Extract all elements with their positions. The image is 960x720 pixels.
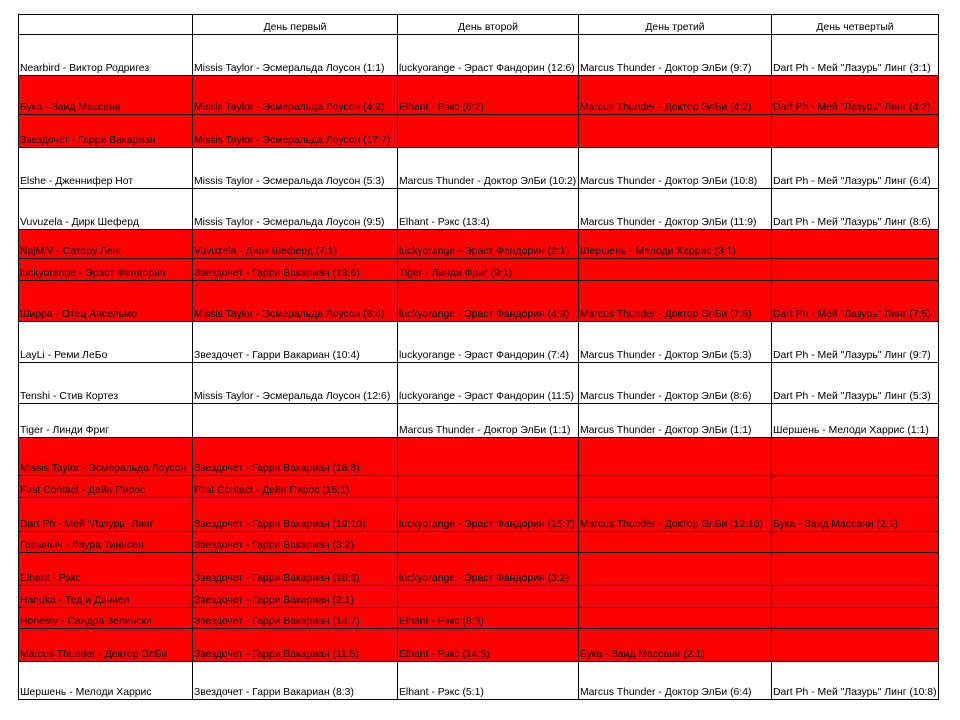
match-cell: Звездочет - Гарри Вакариан (14:7) (193, 608, 398, 629)
table-row (19, 586, 939, 608)
player-name-cell: Vuvuzela - Дирк Шеферд (19, 189, 193, 230)
table-row (19, 230, 939, 259)
match-cell (579, 553, 772, 586)
player-name-cell: Шершень - Мелоди Харрис (19, 662, 193, 700)
match-cell (772, 230, 939, 259)
player-name-cell: First Contact - Дейн Пирос (19, 476, 193, 498)
match-cell: Elhant - Рэкс (5:1) (398, 662, 579, 700)
match-cell: Звездочет - Гарри Вакариан (19:10) (193, 498, 398, 532)
match-cell (772, 476, 939, 498)
match-cell (772, 438, 939, 476)
match-cell: Шершень - Мелоди Харрис (3:1) (579, 230, 772, 259)
match-cell (579, 476, 772, 498)
table-row (19, 476, 939, 498)
match-cell: luckyorange - Эраст Фандорин (4:3) (398, 281, 579, 322)
match-cell: luckyorange - Эраст Фандорин (11:5) (398, 363, 579, 404)
match-cell (398, 438, 579, 476)
player-name-cell: luckyorange - Эраст Фандорин (19, 259, 193, 281)
header-row (19, 15, 939, 35)
match-cell: Marcus Thunder - Доктор ЭлБи (10:2) (398, 148, 579, 189)
table-row (19, 76, 939, 115)
match-cell (579, 115, 772, 148)
match-cell: Marcus Thunder - Доктор ЭлБи (5:3) (579, 322, 772, 363)
player-name-cell: Горыныч - Лаура Тиннсен (19, 532, 193, 553)
table-row (19, 553, 939, 586)
player-name-cell: Elhant - Рэкс (19, 553, 193, 586)
header-day-cell: День первый (193, 15, 398, 35)
header-day-cell: День третий (579, 15, 772, 35)
match-cell (772, 608, 939, 629)
player-name-cell: Honesty - Сандра Зелински (19, 608, 193, 629)
match-cell: Elhant - Рэкс (14:5) (398, 629, 579, 662)
table-row (19, 148, 939, 189)
player-name-cell: Бука - Заид Массани (19, 76, 193, 115)
match-cell: Marcus Thunder - Доктор ЭлБи (11:9) (579, 189, 772, 230)
match-cell (398, 115, 579, 148)
match-cell: Tiger - Линди Фриг (9:1) (398, 259, 579, 281)
match-cell: luckyorange - Эраст Фандорин (15:7) (398, 498, 579, 532)
match-cell (772, 553, 939, 586)
match-cell: Звездочет - Гарри Вакариан (2:1) (193, 586, 398, 608)
match-cell: Dart Ph - Мей "Лазурь" Линг (4:2) (772, 76, 939, 115)
table-row (19, 608, 939, 629)
table-row (19, 629, 939, 662)
match-cell: Missis Taylor - Эсмеральда Лоусон (4:2) (193, 76, 398, 115)
match-cell: Marcus Thunder - Доктор ЭлБи (9:7) (579, 35, 772, 76)
match-cell: Бука - Заид Массани (2:1) (772, 498, 939, 532)
match-cell: Marcus Thunder - Доктор ЭлБи (4:2) (579, 76, 772, 115)
match-cell: Missis Taylor - Эсмеральда Лоусон (5:3) (193, 148, 398, 189)
match-cell: Marcus Thunder - Доктор ЭлБи (8:6) (579, 363, 772, 404)
match-cell: Marcus Thunder - Доктор ЭлБи (6:4) (579, 662, 772, 700)
match-cell: Missis Taylor - Эсмеральда Лоусон (6:4) (193, 281, 398, 322)
table-row (19, 363, 939, 404)
table-row (19, 189, 939, 230)
match-cell: Missis Taylor - Эсмеральда Лоусон (17:7) (193, 115, 398, 148)
match-cell (398, 586, 579, 608)
player-name-cell: Hanuka - Тед и Дэниел (19, 586, 193, 608)
match-cell (579, 438, 772, 476)
match-cell: First Contact - Дейн Пирос (15:1) (193, 476, 398, 498)
schedule-table (18, 14, 939, 700)
match-cell: luckyorange - Эраст Фандорин (7:4) (398, 322, 579, 363)
match-cell: Бука - Заид Массани (2:1) (579, 629, 772, 662)
player-name-cell: Звездочет - Гарри Вакариан (19, 115, 193, 148)
match-cell: Звездочет - Гарри Вакариан (11:5) (193, 629, 398, 662)
player-name-cell: LayLi - Реми ЛеБо (19, 322, 193, 363)
match-cell (579, 608, 772, 629)
match-cell (579, 586, 772, 608)
match-cell: Dart Ph - Мей "Лазурь" Линг (6:4) (772, 148, 939, 189)
match-cell: luckyorange - Эраст Фандорин (12:6) (398, 35, 579, 76)
match-cell: Звездочет - Гарри Вакариан (18:8) (193, 553, 398, 586)
match-cell: Marcus Thunder - Доктор ЭлБи (1:1) (398, 404, 579, 438)
match-cell (579, 532, 772, 553)
match-cell (398, 476, 579, 498)
player-name-cell: Elshe - Дженнифер Нот (19, 148, 193, 189)
match-cell (772, 115, 939, 148)
player-name-cell: Tenshi - Стив Кортез (19, 363, 193, 404)
match-cell: Vuvuzela - Дирк Шеферд (7:1) (193, 230, 398, 259)
player-name-cell: Tiger - Линди Фриг (19, 404, 193, 438)
table-row (19, 322, 939, 363)
match-cell: Missis Taylor - Эсмеральда Лоусон (12:6) (193, 363, 398, 404)
match-cell (193, 404, 398, 438)
match-cell (579, 259, 772, 281)
table-row (19, 259, 939, 281)
match-cell: Missis Taylor - Эсмеральда Лоусон (9:5) (193, 189, 398, 230)
match-cell: Marcus Thunder - Доктор ЭлБи (10:8) (579, 148, 772, 189)
table-row (19, 404, 939, 438)
match-cell: luckyorange - Эраст Фандорин (3:2) (398, 553, 579, 586)
match-cell: Elhant - Рэкс (13:4) (398, 189, 579, 230)
match-cell: Dart Ph - Мей "Лазурь" Линг (5:3) (772, 363, 939, 404)
table-row (19, 35, 939, 76)
player-name-cell: Marcus Thunder - Доктор ЭлБи (19, 629, 193, 662)
match-cell (398, 532, 579, 553)
match-cell: Marcus Thunder - Доктор ЭлБи (12:10) (579, 498, 772, 532)
match-cell: Dart Ph - Мей "Лазурь" Линг (8:6) (772, 189, 939, 230)
match-cell: Звездочет - Гарри Вакариан (13:6) (193, 259, 398, 281)
match-cell (772, 259, 939, 281)
player-name-cell: Ширра - Отец Анcельмо (19, 281, 193, 322)
table-row (19, 281, 939, 322)
table-row (19, 438, 939, 476)
match-cell: Звездочет - Гарри Вакариан (8:3) (193, 662, 398, 700)
player-name-cell: Nearbird - Виктор Родригез (19, 35, 193, 76)
table-row (19, 532, 939, 553)
table-row (19, 498, 939, 532)
schedule-body (19, 15, 939, 700)
match-cell: Dart Ph - Мей "Лазурь" Линг (9:7) (772, 322, 939, 363)
match-cell: Звездочет - Гарри Вакариан (16:8) (193, 438, 398, 476)
player-name-cell: Dart Ph - Мей "Лазурь" Линг (19, 498, 193, 532)
match-cell: Marcus Thunder - Доктор ЭлБи (7:5) (579, 281, 772, 322)
match-cell: Elhant - Рэкс (8:3) (398, 608, 579, 629)
match-cell (772, 532, 939, 553)
match-cell: Missis Taylor - Эсмеральда Лоусон (1:1) (193, 35, 398, 76)
match-cell: Elhant - Рэкс (6:2) (398, 76, 579, 115)
match-cell: Dart Ph - Мей "Лазурь" Линг (10:8) (772, 662, 939, 700)
match-cell: Marcus Thunder - Доктор ЭлБи (1:1) (579, 404, 772, 438)
match-cell (772, 586, 939, 608)
match-cell: Шершень - Мелоди Харрис (1:1) (772, 404, 939, 438)
match-cell: Звездочет - Гарри Вакариан (10:4) (193, 322, 398, 363)
match-cell: Dart Ph - Мей "Лазурь" Линг (7:5) (772, 281, 939, 322)
player-name-cell: NajMiV - Сатору Ленг (19, 230, 193, 259)
player-name-cell: Missis Taylor - Эсмеральда Лоусон (19, 438, 193, 476)
match-cell: Dart Ph - Мей "Лазурь" Линг (3:1) (772, 35, 939, 76)
table-row (19, 115, 939, 148)
match-cell: Звездочет - Гарри Вакариан (3:2) (193, 532, 398, 553)
header-day-cell: День второй (398, 15, 579, 35)
match-cell (772, 629, 939, 662)
header-day-cell: День четвертый (772, 15, 939, 35)
table-row (19, 662, 939, 700)
header-corner-cell (19, 15, 193, 35)
match-cell: luckyorange - Эраст Фандорин (2:1) (398, 230, 579, 259)
